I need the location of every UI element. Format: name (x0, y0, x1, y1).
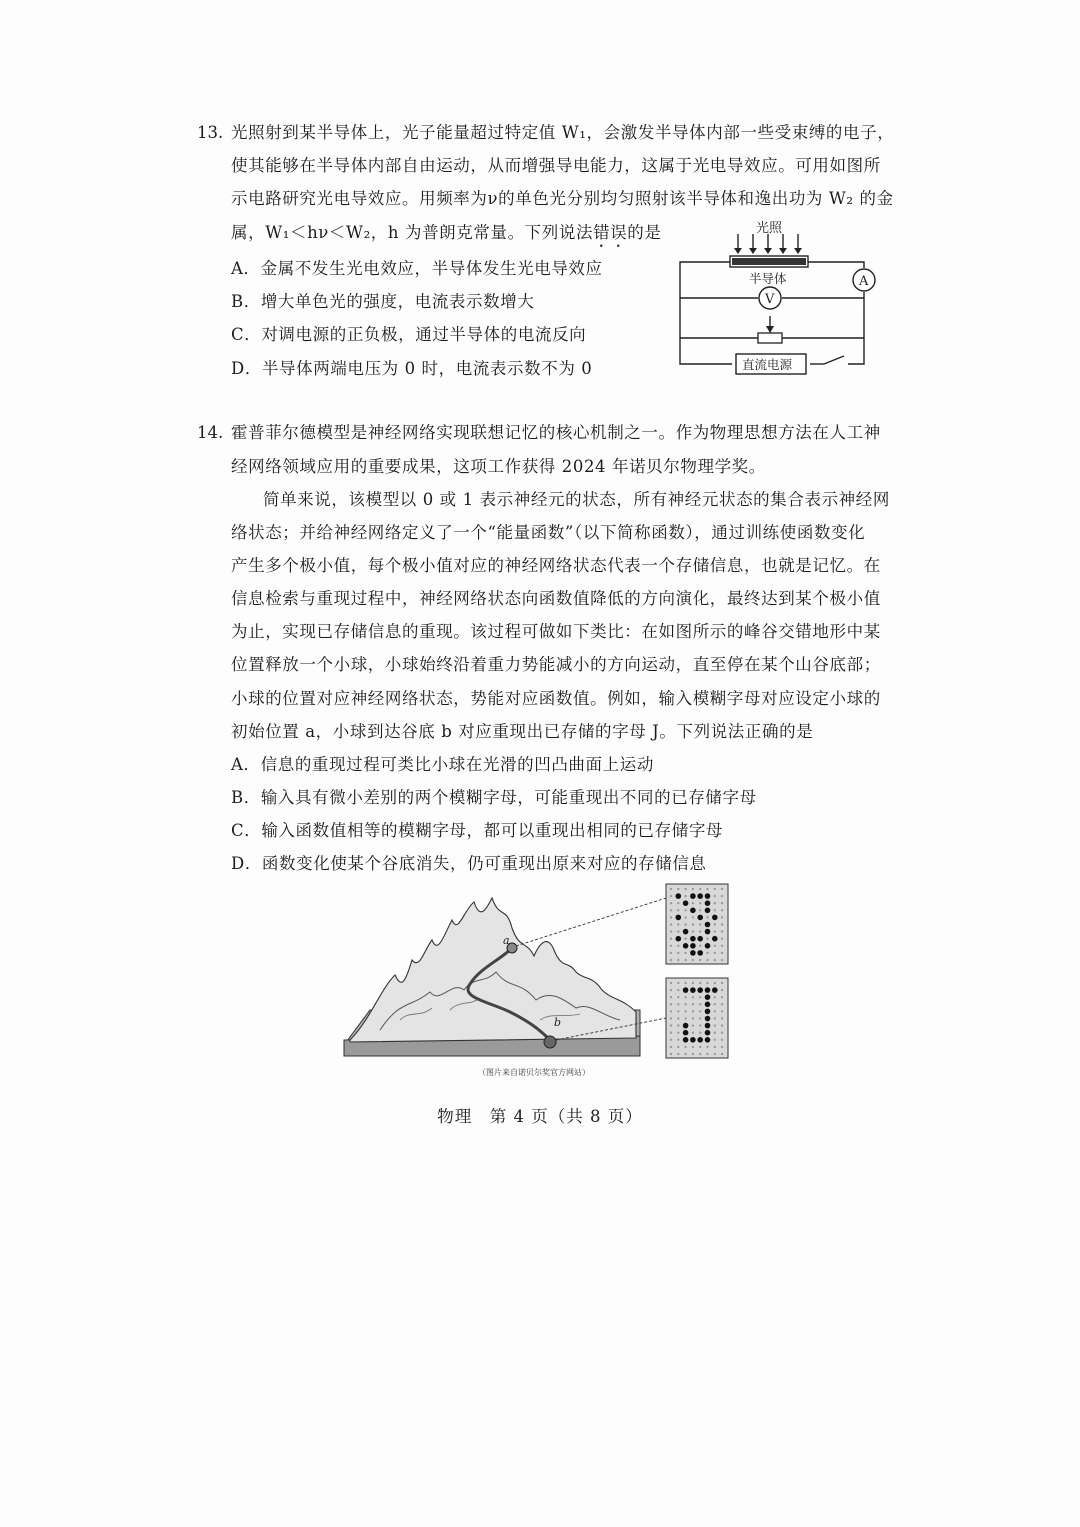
q13-option-c: C．对调电源的正负极，通过半导体的电流反向 (231, 325, 587, 344)
dc-source-label: 直流电源 (742, 357, 793, 372)
q13-emphasis-word: 错误 (593, 223, 628, 242)
voltmeter-label: V (765, 292, 775, 307)
q13-line-2: 使其能够在半导体内部自由运动，从而增强导电能力，这属于光电导效应。可用如图所 (231, 156, 881, 175)
ammeter-label: A (859, 274, 869, 289)
q14-line-9: 小球的位置对应神经网络状态，势能对应函数值。例如，输入模糊字母对应设定小球的 (231, 689, 881, 708)
point-b-label: b (554, 1016, 562, 1029)
q14-option-d: D．函数变化使某个谷底消失，仍可重现出原来对应的存储信息 (231, 854, 707, 873)
q14-line-2: 经网络领域应用的重要成果，这项工作获得 2024 年诺贝尔物理学奖。 (231, 457, 766, 476)
q14-line-1: 霍普菲尔德模型是神经网络实现联想记忆的核心机制之一。作为物理思想方法在人工神 (231, 423, 881, 442)
light-label: 光照 (756, 221, 783, 236)
figure-caption: （图片来自诺贝尔奖官方网站） (478, 1068, 590, 1077)
q14-line-5: 产生多个极小值，每个极小值对应的神经网络状态代表一个存储信息，也就是记忆。在 (231, 556, 881, 575)
question-14-number: 14. (197, 423, 224, 442)
q13-option-b: B．增大单色光的强度，电流表示数增大 (231, 292, 535, 311)
q14-line-8: 位置释放一个小球，小球始终沿着重力势能减小的方向运动，直至停在某个山谷底部； (231, 655, 881, 674)
point-a-label: a (503, 934, 510, 947)
stored-letter-j-grid (666, 978, 728, 1058)
rheostat (758, 333, 782, 343)
q13-line-4-text: 属，W₁＜hν＜W₂，h 为普朗克常量。下列说法 (231, 223, 594, 242)
blurred-letter-grid (666, 884, 728, 964)
circuit-diagram (672, 216, 887, 376)
question-13-number: 13. (197, 123, 224, 142)
q13-line-1: 光照射到某半导体上，光子能量超过特定值 W₁，会激发半导体内部一些受束缚的电子， (231, 123, 895, 142)
q13-option-a: A．金属不发生光电效应，半导体发生光电导效应 (231, 259, 603, 278)
q14-line-7: 为止，实现已存储信息的重现。该过程可做如下类比：在如图所示的峰谷交错地形中某 (231, 622, 881, 641)
semiconductor-label: 半导体 (749, 271, 787, 286)
q14-option-c: C．输入函数值相等的模糊字母，都可以重现出相同的已存储字母 (231, 821, 724, 840)
q14-line-3: 简单来说，该模型以 0 或 1 表示神经元的状态，所有神经元状态的集合表示神经网 (263, 490, 890, 509)
q13-line-3: 示电路研究光电导效应。用频率为ν的单色光分别均匀照射该半导体和逸出功为 W₂ 的金 (231, 189, 894, 208)
q14-line-6: 信息检索与重现过程中，神经网络状态向函数值降低的方向演化，最终达到某个极小值 (231, 589, 881, 608)
page-footer: 物理 第 4 页（共 8 页） (437, 1107, 643, 1126)
q14-option-a: A．信息的重现过程可类比小球在光滑的凹凸曲面上运动 (231, 755, 654, 774)
q13-line-4 (231, 221, 661, 251)
q14-line-4: 络状态；并给神经网络定义了一个“能量函数”（以下简称函数），通过训练使函数变化 (231, 523, 866, 542)
q13-line-4-tail: 的是 (627, 223, 662, 242)
ball-b (544, 1036, 556, 1048)
q13-option-d: D．半导体两端电压为 0 时，电流表示数不为 0 (231, 359, 593, 378)
q14-line-10: 初始位置 a，小球到达谷底 b 对应重现出已存储的字母 J。下列说法正确的是 (231, 722, 814, 741)
energy-landscape-figure (340, 880, 735, 1062)
q14-option-b: B．输入具有微小差别的两个模糊字母，可能重现出不同的已存储字母 (231, 788, 757, 807)
